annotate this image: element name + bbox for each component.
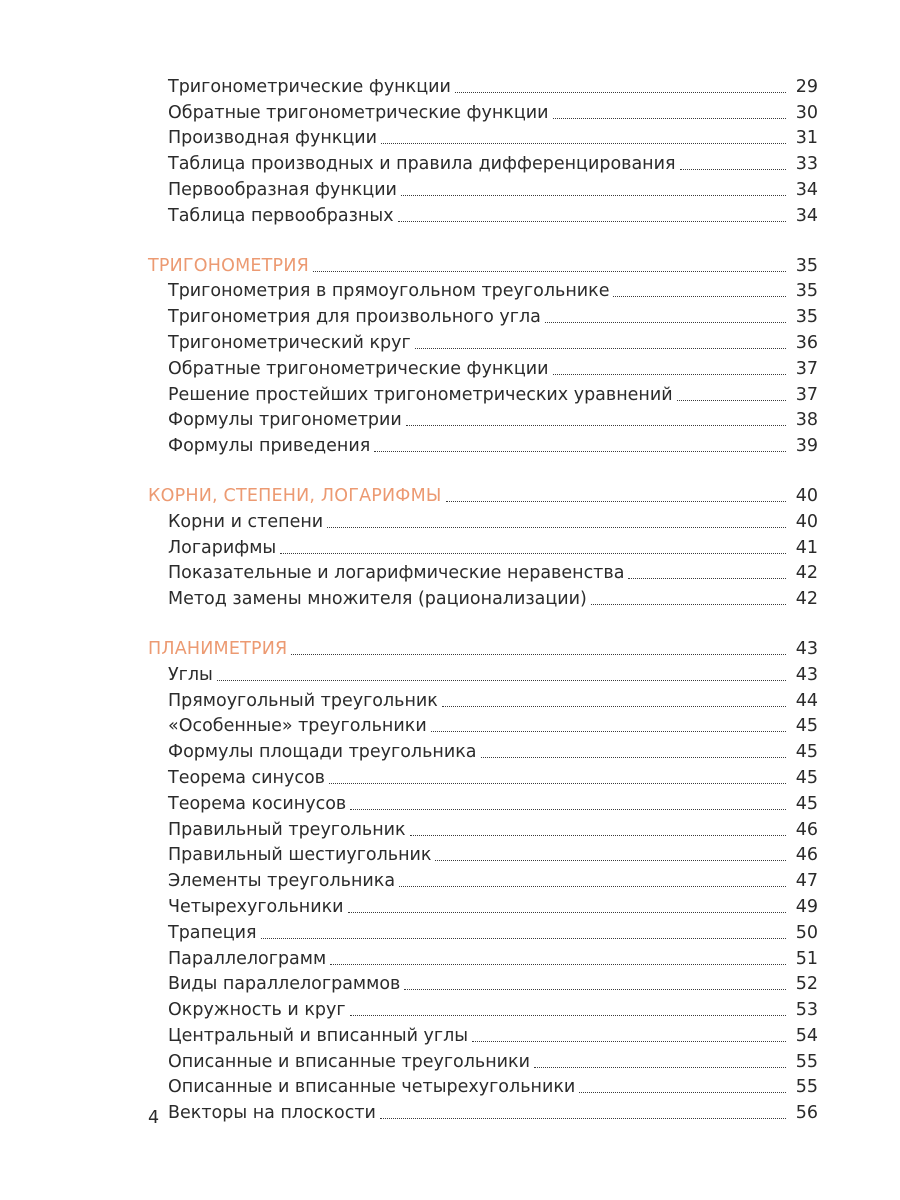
dot-leader (350, 1015, 786, 1016)
toc-entry-title: Показательные и логарифмические неравенства (168, 563, 625, 584)
toc-entry-title: Правильный треугольник (168, 819, 406, 840)
toc-page-number: 55 (795, 1077, 818, 1098)
dot-leader (374, 451, 786, 452)
toc-page-number: 37 (795, 358, 818, 379)
toc-entry-title: Векторы на плоскости (168, 1103, 376, 1124)
toc-entry (148, 380, 818, 406)
toc-page-number: 35 (795, 255, 818, 276)
toc-entry (148, 175, 818, 201)
toc-section-heading (148, 634, 818, 660)
toc-page-number: 43 (795, 664, 818, 685)
dot-leader (680, 169, 786, 170)
toc-page-number: 47 (795, 871, 818, 892)
toc-entry (148, 72, 818, 98)
toc-entry (148, 712, 818, 738)
section-heading-title: ПЛАНИМЕТРИЯ (148, 638, 288, 659)
toc-entry-title: Теорема синусов (168, 767, 325, 788)
toc-entry (148, 328, 818, 354)
toc-section-heading (148, 251, 818, 277)
toc-page-number: 50 (795, 922, 818, 943)
toc-page-number: 30 (795, 102, 818, 123)
toc-entry (148, 995, 818, 1021)
toc-entry-title: Углы (168, 664, 213, 685)
toc-entry (148, 1021, 818, 1047)
toc-page-number: 34 (795, 179, 818, 200)
toc-entry (148, 866, 818, 892)
toc-entry (148, 559, 818, 585)
toc-page-number: 35 (795, 307, 818, 328)
dot-leader (406, 425, 786, 426)
toc-entry-title: Тригонометрия в прямоугольном треугольнике (168, 281, 610, 302)
dot-leader (313, 271, 786, 272)
toc-page-number: 38 (795, 410, 818, 431)
toc-entry (148, 149, 818, 175)
toc-entry (148, 841, 818, 867)
toc-entry (148, 970, 818, 996)
toc-entry (148, 406, 818, 432)
dot-leader (553, 118, 786, 119)
toc-entry (148, 277, 818, 303)
toc-entry (148, 944, 818, 970)
toc-page-number: 42 (795, 563, 818, 584)
toc-entry (148, 892, 818, 918)
toc-entry (148, 1073, 818, 1099)
page-number: 4 (148, 1108, 160, 1128)
toc-section (148, 72, 818, 227)
table-of-contents (148, 72, 818, 1148)
toc-entry (148, 507, 818, 533)
toc-entry (148, 737, 818, 763)
toc-entry-title: Центральный и вписанный углы (168, 1025, 469, 1046)
toc-entry (148, 789, 818, 815)
toc-entry-title: Трапеция (168, 922, 257, 943)
toc-page-number: 33 (795, 154, 818, 175)
toc-page-number: 45 (795, 716, 818, 737)
toc-entry-title: Правильный шестиугольник (168, 845, 432, 866)
dot-leader (327, 527, 786, 528)
toc-entry-title: Логарифмы (168, 537, 277, 558)
toc-page-number: 51 (795, 948, 818, 969)
toc-entry-title: Производная функции (168, 128, 378, 149)
toc-page-number: 45 (795, 767, 818, 788)
dot-leader (261, 938, 786, 939)
toc-page-number: 53 (795, 1000, 818, 1021)
toc-entry-title: Тригонометрические функции (168, 76, 451, 97)
toc-page-number: 46 (795, 845, 818, 866)
dot-leader (217, 680, 786, 681)
toc-entry (148, 201, 818, 227)
dot-leader (613, 296, 786, 297)
toc-page-number: 37 (795, 384, 818, 405)
dot-leader (579, 1092, 786, 1093)
toc-entry-title: Таблица первообразных (168, 205, 394, 226)
dot-leader (329, 783, 786, 784)
toc-entry-title: Обратные тригонометрические функции (168, 358, 549, 379)
toc-page-number: 41 (795, 537, 818, 558)
toc-page-number: 39 (795, 436, 818, 457)
toc-page-number: 35 (795, 281, 818, 302)
dot-leader (348, 912, 786, 913)
toc-entry-title: Описанные и вписанные треугольники (168, 1051, 530, 1072)
toc-entry-title: Таблица производных и правила дифференцирования (168, 154, 676, 175)
dot-leader (399, 886, 786, 887)
dot-leader (455, 92, 786, 93)
toc-entry (148, 98, 818, 124)
toc-page-number: 46 (795, 819, 818, 840)
toc-page-number: 52 (795, 974, 818, 995)
toc-entry (148, 124, 818, 150)
toc-entry-title: Тригонометрический круг (168, 332, 411, 353)
dot-leader (398, 221, 786, 222)
toc-page-number: 42 (795, 589, 818, 610)
toc-entry (148, 302, 818, 328)
toc-entry-title: Виды параллелограммов (168, 974, 401, 995)
dot-leader (415, 348, 786, 349)
toc-entry-title: Элементы треугольника (168, 871, 396, 892)
toc-section-heading (148, 481, 818, 507)
toc-page-number: 34 (795, 205, 818, 226)
toc-section (148, 634, 818, 1124)
section-heading-title: КОРНИ, СТЕПЕНИ, ЛОГАРИФМЫ (148, 485, 442, 506)
dot-leader (591, 604, 786, 605)
toc-page-number: 31 (795, 128, 818, 149)
toc-page-number: 49 (795, 896, 818, 917)
toc-page-number: 54 (795, 1025, 818, 1046)
toc-entry (148, 686, 818, 712)
toc-entry-title: «Особенные» треугольники (168, 716, 427, 737)
dot-leader (628, 578, 786, 579)
dot-leader (534, 1067, 786, 1068)
toc-entry-title: Тригонометрия для произвольного угла (168, 307, 541, 328)
toc-page-number: 45 (795, 793, 818, 814)
toc-entry (148, 918, 818, 944)
dot-leader (350, 809, 786, 810)
toc-page-number: 56 (795, 1103, 818, 1124)
dot-leader (472, 1041, 786, 1042)
toc-section (148, 251, 818, 457)
toc-entry (148, 431, 818, 457)
toc-entry-title: Формулы площади треугольника (168, 742, 477, 763)
toc-page-number: 36 (795, 332, 818, 353)
dot-leader (442, 706, 786, 707)
dot-leader (410, 835, 786, 836)
dot-leader (545, 322, 786, 323)
toc-entry-title: Окружность и круг (168, 1000, 346, 1021)
toc-entry-title: Метод замены множителя (рационализации) (168, 589, 587, 610)
dot-leader (291, 654, 786, 655)
toc-entry-title: Параллелограмм (168, 948, 327, 969)
toc-entry-title: Четырехугольники (168, 896, 344, 917)
toc-entry-title: Теорема косинусов (168, 793, 347, 814)
toc-page-number: 44 (795, 690, 818, 711)
toc-page-number: 55 (795, 1051, 818, 1072)
toc-entry (148, 815, 818, 841)
toc-entry-title: Корни и степени (168, 511, 324, 532)
dot-leader (280, 553, 786, 554)
dot-leader (404, 989, 786, 990)
dot-leader (380, 1118, 786, 1119)
toc-entry-title: Первообразная функции (168, 179, 397, 200)
toc-page-number: 40 (795, 485, 818, 506)
dot-leader (401, 195, 786, 196)
toc-entry (148, 1098, 818, 1124)
toc-page-number: 43 (795, 638, 818, 659)
toc-entry (148, 1047, 818, 1073)
dot-leader (446, 501, 786, 502)
toc-entry (148, 354, 818, 380)
toc-entry-title: Формулы приведения (168, 436, 371, 457)
toc-entry (148, 660, 818, 686)
dot-leader (381, 143, 786, 144)
toc-page-number: 29 (795, 76, 818, 97)
toc-page-number: 40 (795, 511, 818, 532)
toc-entry (148, 584, 818, 610)
toc-entry (148, 533, 818, 559)
dot-leader (435, 860, 786, 861)
toc-entry-title: Описанные и вписанные четырехугольники (168, 1077, 576, 1098)
toc-entry-title: Формулы тригонометрии (168, 410, 402, 431)
dot-leader (553, 374, 786, 375)
toc-entry-title: Прямоугольный треугольник (168, 690, 438, 711)
toc-entry-title: Обратные тригонометрические функции (168, 102, 549, 123)
section-heading-title: ТРИГОНОМЕТРИЯ (148, 255, 309, 276)
dot-leader (431, 731, 786, 732)
toc-page-number: 45 (795, 742, 818, 763)
dot-leader (677, 400, 786, 401)
dot-leader (330, 964, 786, 965)
toc-entry-title: Решение простейших тригонометрических уравнений (168, 384, 673, 405)
toc-section (148, 481, 818, 610)
dot-leader (481, 757, 786, 758)
toc-entry (148, 763, 818, 789)
